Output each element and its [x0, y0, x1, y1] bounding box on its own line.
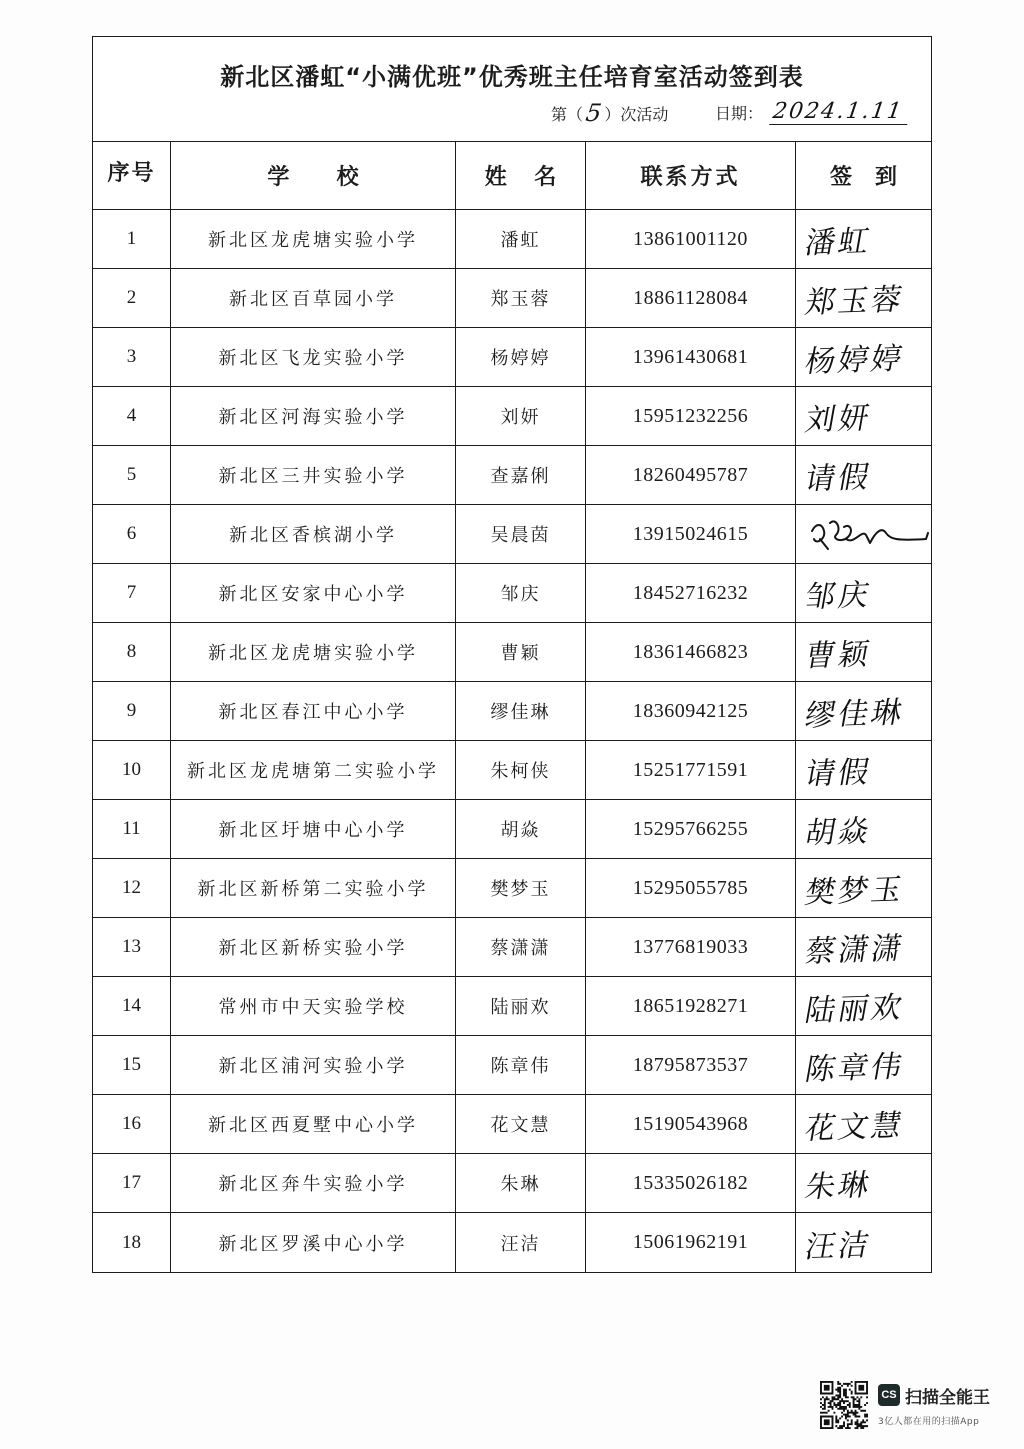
date-label: 日期： — [715, 103, 764, 123]
signature-cell — [796, 269, 931, 328]
name-cell: 朱琳 — [456, 1154, 586, 1213]
row-index: 8 — [93, 623, 171, 682]
signature-cell — [796, 918, 931, 977]
row-index: 3 — [93, 328, 171, 387]
school-cell: 常州市中天实验学校 — [171, 977, 456, 1036]
school-cell: 新北区百草园小学 — [171, 269, 456, 328]
school-cell: 新北区罗溪中心小学 — [171, 1213, 456, 1272]
phone-cell: 13915024615 — [586, 505, 796, 564]
signature-cell — [796, 859, 931, 918]
row-index: 9 — [93, 682, 171, 741]
qr-code-icon — [820, 1381, 868, 1429]
phone-cell: 15951232256 — [586, 387, 796, 446]
phone-cell: 18360942125 — [586, 682, 796, 741]
phone-cell: 13961430681 — [586, 328, 796, 387]
name-cell: 朱柯侠 — [456, 741, 586, 800]
name-cell: 郑玉蓉 — [456, 269, 586, 328]
signature: 陈章伟 — [802, 1049, 908, 1088]
phone-cell: 18795873537 — [586, 1036, 796, 1095]
signature-cell — [796, 741, 931, 800]
row-index: 10 — [93, 741, 171, 800]
name-cell: 胡焱 — [456, 800, 586, 859]
session-line — [551, 99, 668, 127]
school-cell: 新北区圩塘中心小学 — [171, 800, 456, 859]
signature-cell — [796, 1095, 931, 1154]
signature-cell — [796, 623, 931, 682]
school-cell: 新北区奔牛实验小学 — [171, 1154, 456, 1213]
signature: 朱琳 — [802, 1167, 875, 1206]
row-index: 1 — [93, 210, 171, 269]
table-body — [93, 210, 931, 1272]
signature: 樊梦玉 — [802, 872, 908, 911]
signature-cell — [796, 446, 931, 505]
row-index: 6 — [93, 505, 171, 564]
signature-cell — [796, 328, 931, 387]
name-cell: 邹庆 — [456, 564, 586, 623]
name-cell: 樊梦玉 — [456, 859, 586, 918]
name-cell: 刘妍 — [456, 387, 586, 446]
header-phone: 联系方式 — [586, 142, 796, 210]
page-title: 新北区潘虹“小满优班”优秀班主任培育室活动签到表 — [220, 63, 804, 91]
signature-cell — [796, 1213, 931, 1272]
signature: 胡焱 — [802, 813, 875, 852]
name-cell: 吴晨茵 — [456, 505, 586, 564]
name-cell: 陆丽欢 — [456, 977, 586, 1036]
phone-cell: 15295055785 — [586, 859, 796, 918]
row-index: 5 — [93, 446, 171, 505]
phone-cell: 15251771591 — [586, 741, 796, 800]
school-cell: 新北区新桥第二实验小学 — [171, 859, 456, 918]
school-cell: 新北区飞龙实验小学 — [171, 328, 456, 387]
header-index: 序号 — [93, 142, 171, 210]
signature-cell — [796, 210, 931, 269]
name-cell: 汪洁 — [456, 1213, 586, 1272]
signature-cell — [796, 387, 931, 446]
watermark-tagline: 3亿人都在用的扫描App — [878, 1417, 980, 1427]
row-index: 13 — [93, 918, 171, 977]
header-school: 学 校 — [171, 142, 456, 210]
phone-cell: 18861128084 — [586, 269, 796, 328]
signature: 花文慧 — [802, 1108, 908, 1147]
session-close-paren: ） — [604, 104, 621, 124]
signature: 汪洁 — [802, 1227, 875, 1265]
name-cell: 蔡潇潇 — [456, 918, 586, 977]
signature-cell — [796, 682, 931, 741]
name-cell: 曹颖 — [456, 623, 586, 682]
session-number: 5 — [584, 99, 604, 127]
row-index: 12 — [93, 859, 171, 918]
signature: 缪佳琳 — [802, 695, 908, 734]
signature: 蔡潇潇 — [802, 931, 908, 970]
watermark-brand: 扫描全能王 — [905, 1388, 990, 1408]
phone-cell: 15295766255 — [586, 800, 796, 859]
signature: 陆丽欢 — [802, 990, 908, 1029]
title-block — [93, 37, 931, 142]
name-cell: 杨婷婷 — [456, 328, 586, 387]
school-cell: 新北区西夏墅中心小学 — [171, 1095, 456, 1154]
phone-cell: 13861001120 — [586, 210, 796, 269]
sign-in-sheet — [92, 36, 932, 1273]
row-index: 7 — [93, 564, 171, 623]
signature-cell — [796, 1036, 931, 1095]
row-index: 15 — [93, 1036, 171, 1095]
signature-cell — [796, 1154, 931, 1213]
signature: 潘虹 — [802, 223, 875, 262]
phone-cell: 13776819033 — [586, 918, 796, 977]
session-suffix: 次活动 — [620, 104, 669, 124]
signature-scribble — [806, 509, 930, 559]
signature: 邹庆 — [802, 577, 875, 616]
row-index: 2 — [93, 269, 171, 328]
header-name: 姓 名 — [456, 142, 586, 210]
school-cell: 新北区香槟湖小学 — [171, 505, 456, 564]
table-header — [93, 142, 931, 210]
school-cell: 新北区安家中心小学 — [171, 564, 456, 623]
row-index: 14 — [93, 977, 171, 1036]
school-cell: 新北区春江中心小学 — [171, 682, 456, 741]
camscanner-logo: CS — [878, 1384, 900, 1406]
school-cell: 新北区新桥实验小学 — [171, 918, 456, 977]
school-cell: 新北区三井实验小学 — [171, 446, 456, 505]
session-open-paren: （ — [567, 104, 584, 124]
signature-cell — [796, 564, 931, 623]
name-cell: 缪佳琳 — [456, 682, 586, 741]
date-value: 2024.1.11 — [769, 99, 911, 125]
signature: 郑玉蓉 — [802, 282, 908, 321]
signature: 刘妍 — [802, 400, 875, 439]
phone-cell: 18452716232 — [586, 564, 796, 623]
phone-cell: 15335026182 — [586, 1154, 796, 1213]
session-prefix: 第 — [551, 104, 568, 124]
row-index: 17 — [93, 1154, 171, 1213]
name-cell: 查嘉俐 — [456, 446, 586, 505]
signature-cell — [796, 505, 931, 564]
school-cell: 新北区龙虎塘实验小学 — [171, 210, 456, 269]
signature-cell — [796, 977, 931, 1036]
school-cell: 新北区龙虎塘实验小学 — [171, 623, 456, 682]
school-cell: 新北区浦河实验小学 — [171, 1036, 456, 1095]
phone-cell: 18651928271 — [586, 977, 796, 1036]
row-index: 16 — [93, 1095, 171, 1154]
name-cell: 陈章伟 — [456, 1036, 586, 1095]
signature: 曹颖 — [802, 636, 875, 675]
name-cell: 潘虹 — [456, 210, 586, 269]
header-signature: 签 到 — [796, 142, 931, 210]
phone-cell: 15061962191 — [586, 1213, 796, 1272]
row-index: 18 — [93, 1213, 171, 1272]
row-index: 11 — [93, 800, 171, 859]
signature-cell — [796, 800, 931, 859]
phone-cell: 18260495787 — [586, 446, 796, 505]
phone-cell: 15190543968 — [586, 1095, 796, 1154]
signature: 杨婷婷 — [802, 341, 908, 380]
school-cell: 新北区龙虎塘第二实验小学 — [171, 741, 456, 800]
signature: 请假 — [802, 459, 875, 498]
name-cell: 花文慧 — [456, 1095, 586, 1154]
signature-stroke — [812, 521, 928, 549]
signature: 请假 — [802, 754, 875, 793]
school-cell: 新北区河海实验小学 — [171, 387, 456, 446]
phone-cell: 18361466823 — [586, 623, 796, 682]
date-line — [715, 99, 909, 125]
row-index: 4 — [93, 387, 171, 446]
